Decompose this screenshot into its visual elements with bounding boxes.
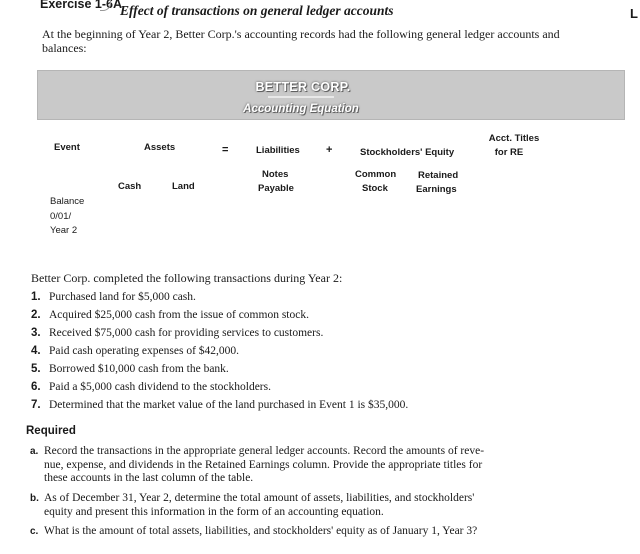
header-for-re: for RE [494,147,524,158]
transactions-intro: Better Corp. completed the following transactions during Year 2: [31,271,343,285]
requirement-label: b. [30,493,39,504]
transaction-text: Purchased land for $5,000 cash. [49,291,196,303]
header-acct-titles: Acct. Titles [488,133,540,144]
transaction-item [31,291,196,303]
edge-letter: L [630,6,638,21]
transaction-number: 5. [31,363,41,375]
subheader-stock: Stock [362,183,388,194]
banner-subtitle: Accounting Equation [243,103,359,115]
transaction-number: 1. [31,291,41,303]
transaction-item [31,363,229,375]
requirement-line: As of December 31, Year 2, determine the total amount of assets, liabilities, and stockholders' [44,492,475,504]
requirement-a [30,445,550,486]
requirement-line: What is the amount of total assets, liabilities, and stockholders' equity as of January 1, Year 3? [44,525,478,537]
requirement-line: nue, expense, and dividends in the Retained Earnings column. Provide the appropriate titles for [44,458,483,471]
transaction-number: 7. [31,399,41,411]
balance-date: 0/01/ [50,211,72,222]
transaction-item [31,327,323,339]
exercise-number: Exercise 1-6A [40,0,123,11]
required-heading: Required [26,425,76,437]
subheader-common: Common [355,169,397,180]
header-assets: Assets [144,142,176,153]
transaction-item [31,309,309,321]
requirement-line: Record the transactions in the appropriate general ledger accounts. Record the amounts of reve- [44,445,485,457]
plus-sign: + [326,144,333,156]
banner-divider [268,96,334,98]
transaction-text: Borrowed $10,000 cash from the bank. [49,363,229,375]
subheader-cash: Cash [118,181,142,192]
company-name: BETTER CORP. [255,80,351,94]
transaction-text: Determined that the market value of the land purchased in Event 1 is $35,000. [49,399,409,411]
transaction-number: 2. [31,309,41,321]
transaction-item [31,345,239,357]
equals-sign: = [222,144,229,156]
requirement-line: equity and present this information in the form of an accounting equation. [44,505,384,518]
transaction-item [31,381,271,393]
transaction-text: Paid a $5,000 cash dividend to the stockholders. [49,381,271,393]
subheader-earnings: Earnings [416,184,457,195]
header-stockholders-equity: Stockholders' Equity [360,147,455,158]
transaction-number: 3. [31,327,41,339]
requirement-c [30,525,550,539]
balance-label: Balance [50,196,85,207]
subheader-notes: Notes [262,169,289,180]
requirement-b [30,492,550,519]
header-liabilities: Liabilities [256,145,300,156]
transaction-number: 6. [31,381,41,393]
transaction-text: Paid cash operating expenses of $42,000. [49,345,240,357]
intro-paragraph: At the beginning of Year 2, Better Corp.'s accounting records had the following general ledger accounts and balances: [42,27,560,55]
requirement-line: these accounts in the last column of the table. [44,472,254,484]
transaction-text: Received $75,000 cash for providing services to customers. [49,327,324,339]
requirement-label: a. [30,446,39,457]
header-event: Event [54,142,80,153]
transaction-item [31,399,408,411]
transaction-number: 4. [31,345,41,357]
subheader-retained: Retained [418,170,459,181]
requirement-label: c. [30,526,39,537]
subheader-land: Land [172,181,195,192]
exercise-title: Effect of transactions on general ledger accounts [120,3,394,18]
transaction-text: Acquired $25,000 cash from the issue of common stock. [49,309,309,321]
balance-year: Year 2 [50,225,78,236]
subheader-payable: Payable [258,183,294,194]
